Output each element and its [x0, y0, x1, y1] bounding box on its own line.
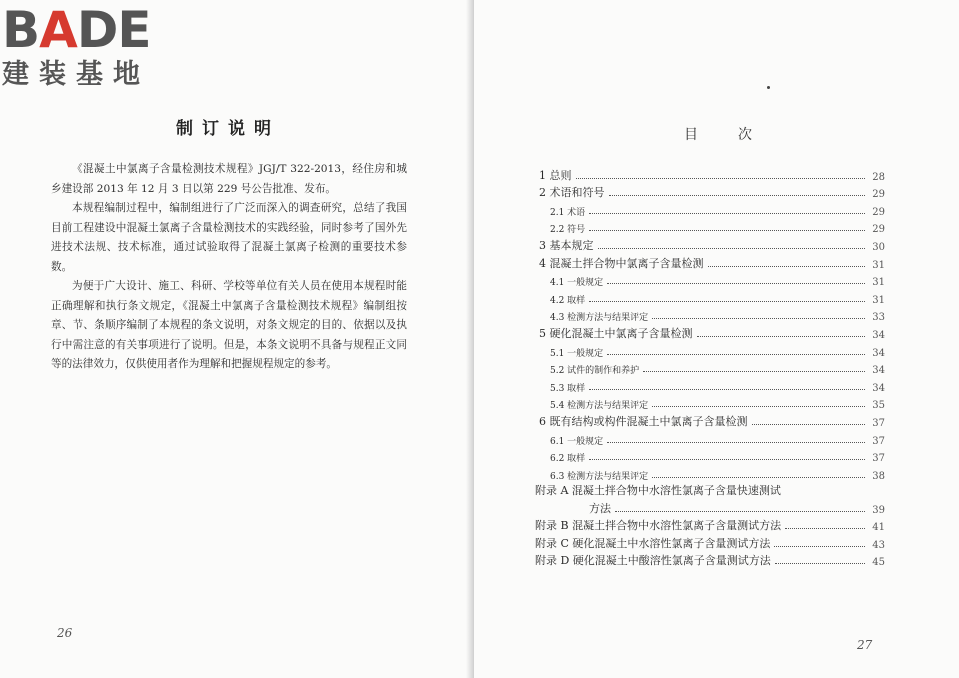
left-page — [0, 0, 472, 678]
toc-leader-dots — [589, 230, 865, 231]
toc-entry-label: 附录 D 硬化混凝土中酸溶性氯离子含量测试方法 — [535, 554, 771, 568]
page-number: 27 — [857, 638, 873, 652]
toc-leader-dots — [652, 406, 865, 407]
toc-entry[interactable] — [539, 288, 885, 306]
toc-entry-label: 5.1 一般规定 — [550, 348, 604, 359]
toc-entry-label: 5.3 取样 — [550, 383, 586, 394]
page-number: 26 — [57, 626, 73, 640]
toc-leader-dots — [607, 283, 865, 284]
toc-entry-label: 6.3 检测方法与结果评定 — [550, 471, 649, 482]
toc-entry-label: 6 既有结构或构件混凝土中氯离子含量检测 — [539, 414, 748, 428]
toc-entry[interactable] — [539, 165, 885, 183]
toc-entry-label: 2.1 术语 — [550, 207, 586, 218]
toc-entry[interactable] — [535, 516, 885, 534]
toc-entry-page: 37 — [872, 417, 885, 429]
toc-leader-dots — [752, 424, 866, 425]
toc-entry-page: 31 — [872, 294, 885, 306]
toc-leader-dots — [589, 301, 865, 302]
toc-entry[interactable] — [539, 253, 885, 271]
toc-entry[interactable] — [539, 429, 885, 447]
paragraph: 《混凝土中氯离子含量检测技术规程》JGJ/T 322-2013，经住房和城乡建设部 2013 年 12 月 3 日以第 229 号公告批准、发布。 — [51, 163, 407, 195]
toc-entry[interactable] — [539, 341, 885, 359]
toc-entry[interactable] — [539, 183, 885, 201]
toc-entry-page: 31 — [872, 277, 885, 289]
toc-leader-dots — [576, 178, 866, 179]
toc-leader-dots — [607, 442, 865, 443]
toc-entry-page: 34 — [872, 365, 885, 377]
toc-entry-page: 29 — [872, 224, 885, 236]
toc-entry[interactable] — [539, 464, 885, 482]
toc-entry-label: 4.3 检测方法与结果评定 — [550, 313, 649, 324]
toc-entry-label: 2.2 符号 — [550, 225, 586, 236]
toc-entry[interactable] — [539, 359, 885, 377]
toc-entry-page: 37 — [872, 435, 885, 447]
toc-entry-label: 5.2 试件的制作和养护 — [550, 366, 640, 377]
toc-entry-page: 37 — [872, 453, 885, 465]
toc-leader-dots — [609, 195, 866, 196]
toc-entry[interactable] — [539, 218, 885, 236]
toc-entry-label: 附录 C 硬化混凝土中水溶性氯离子含量测试方法 — [535, 536, 771, 550]
toc-leader-dots — [589, 389, 865, 390]
toc-entry-label: 4.1 一般规定 — [550, 278, 604, 289]
toc-leader-dots — [708, 266, 866, 267]
toc-leader-dots — [774, 546, 865, 547]
toc-leader-dots — [615, 511, 865, 512]
toc-entry-page: 35 — [872, 400, 885, 412]
toc-entry-page: 33 — [872, 312, 885, 324]
toc-entry[interactable] — [539, 447, 885, 465]
toc-entry-label: 附录 A 混凝土拌合物中水溶性氯离子含量快速测试 — [535, 483, 781, 497]
toc-entry[interactable] — [539, 306, 885, 324]
toc-entry-label: 5.4 检测方法与结果评定 — [550, 401, 649, 412]
toc-entry-label: 1 总则 — [539, 168, 572, 182]
toc-entry-page: 45 — [872, 557, 885, 569]
toc-entry[interactable] — [535, 551, 885, 569]
toc-entry-continuation[interactable] — [539, 498, 885, 516]
toc-entry-page: 34 — [872, 329, 885, 341]
paragraph: 为便于广大设计、施工、科研、学校等单位有关人员在使用本规程时能正确理解和执行条文规定，《混凝土中氯离子含量检测技术规程》编制组按章、节、条顺序编制了本规程的条文说明，对条文规定的目的、依据以及执行中需注意的有关事项进行了说明。但是，本条文说明不具备与规程正文同等的法律效力，仅供使用者作为理解和把握规程规定的参考。 — [51, 280, 407, 370]
toc-entry-label: 5 硬化混凝土中氯离子含量检测 — [539, 326, 693, 340]
toc-entry[interactable] — [539, 394, 885, 412]
toc-entry-page: 38 — [872, 470, 885, 482]
toc-entry-page: 30 — [872, 241, 885, 253]
toc-entry-page: 28 — [872, 171, 885, 183]
toc-leader-dots — [607, 354, 865, 355]
toc-leader-dots — [652, 318, 865, 319]
toc-entry[interactable] — [539, 235, 885, 253]
toc-entry-page: 39 — [872, 504, 885, 516]
toc-entry-label: 3 基本规定 — [539, 238, 594, 252]
toc-leader-dots — [598, 248, 866, 249]
toc-entry[interactable] — [539, 376, 885, 394]
description-body — [51, 160, 407, 375]
toc-entry-label: 4.2 取样 — [550, 295, 586, 306]
toc-title: 目次 — [684, 127, 792, 143]
toc-entry[interactable] — [539, 323, 885, 341]
toc-entry-page: 41 — [872, 522, 885, 534]
toc-entry-label: 方法 — [589, 501, 611, 515]
toc-leader-dots — [697, 336, 866, 337]
paragraph: 本规程编制过程中，编制组进行了广泛而深入的调查研究，总结了我国目前工程建设中混凝土氯离子含量检测技术的实践经验，同时参考了国外先进技术法规、技术标准，通过试验取得了混凝土氯离子检测的重要技术参数。 — [51, 202, 407, 273]
toc-entry-label: 4 混凝土拌合物中氯离子含量检测 — [539, 256, 704, 270]
toc-entry-page: 29 — [872, 206, 885, 218]
toc-entry[interactable] — [539, 411, 885, 429]
brand-logo: BADE — [2, 1, 151, 59]
toc-leader-dots — [785, 528, 865, 529]
toc-entry[interactable] — [535, 482, 885, 498]
table-of-contents — [535, 165, 885, 569]
toc-leader-dots — [775, 563, 865, 564]
toc-entry-page: 34 — [872, 382, 885, 394]
brand-subtitle: 建装基地 — [2, 59, 150, 90]
toc-entry-page: 31 — [872, 259, 885, 271]
toc-entry-label: 6.1 一般规定 — [550, 436, 604, 447]
print-mark — [767, 86, 770, 89]
toc-leader-dots — [643, 371, 865, 372]
toc-leader-dots — [652, 477, 865, 478]
toc-entry[interactable] — [539, 271, 885, 289]
toc-leader-dots — [589, 459, 865, 460]
toc-leader-dots — [589, 213, 865, 214]
page-title: 制订说明 — [176, 119, 280, 139]
toc-entry-label: 2 术语和符号 — [539, 186, 605, 200]
toc-entry-page: 29 — [872, 189, 885, 201]
toc-entry-page: 34 — [872, 347, 885, 359]
toc-entry-label: 6.2 取样 — [550, 454, 586, 465]
toc-entry[interactable] — [539, 200, 885, 218]
toc-entry[interactable] — [535, 533, 885, 551]
toc-entry-page: 43 — [872, 539, 885, 551]
toc-entry-label: 附录 B 混凝土拌合物中水溶性氯离子含量测试方法 — [535, 519, 782, 533]
brand-watermark — [2, 2, 151, 92]
